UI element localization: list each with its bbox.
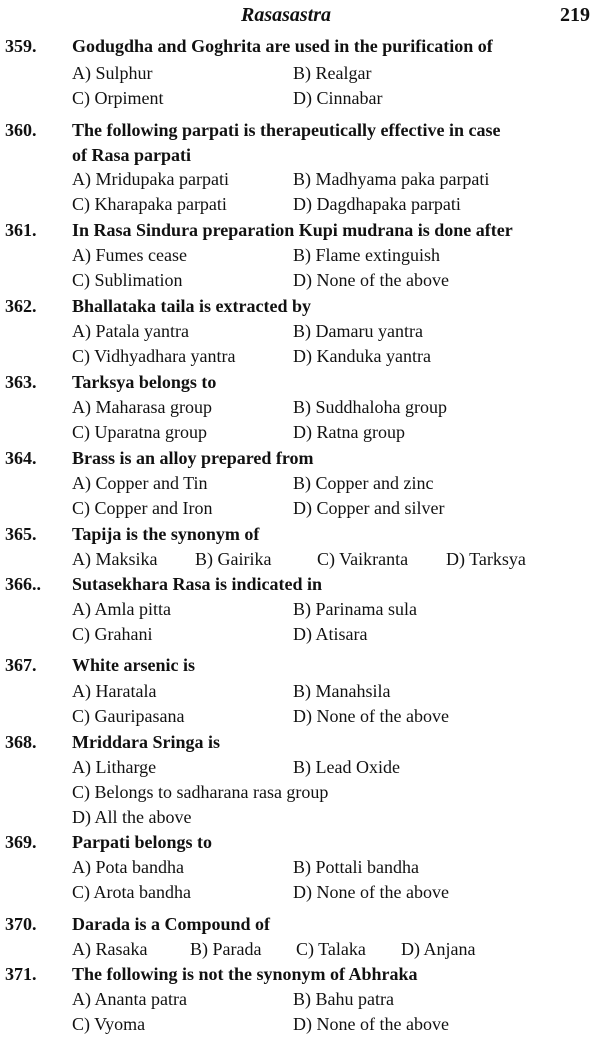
option-c: C) Copper and Iron <box>72 498 213 518</box>
question-number: 364. <box>5 448 37 468</box>
option-a: A) Rasaka <box>72 939 148 959</box>
option-b: B) Flame extinguish <box>293 245 440 265</box>
option-b: B) Madhyama paka parpati <box>293 169 490 189</box>
question-number: 370. <box>5 914 37 934</box>
option-b: B) Parinama sula <box>293 599 417 619</box>
option-d: D) None of the above <box>293 882 449 902</box>
option-a: A) Copper and Tin <box>72 473 208 493</box>
question-text: Bhallataka taila is extracted by <box>72 296 311 316</box>
option-c: C) Kharapaka parpati <box>72 194 227 214</box>
question-text: Parpati belongs to <box>72 832 213 852</box>
option-c: C) Vidhyadhara yantra <box>72 346 236 366</box>
option-a: A) Amla pitta <box>72 599 171 619</box>
option-b: B) Manahsila <box>293 681 391 701</box>
question-text: In Rasa Sindura preparation Kupi mudrana is done after <box>72 220 513 240</box>
option-b: B) Parada <box>190 939 262 959</box>
question-number: 365. <box>5 524 37 544</box>
option-d: D) Tarksya <box>446 549 526 569</box>
option-a: A) Maharasa group <box>72 397 212 417</box>
option-d: D) Dagdhapaka parpati <box>293 194 461 214</box>
question-text: Tapija is the synonym of <box>72 524 260 544</box>
page-number: 219 <box>560 4 590 26</box>
question-text: Tarksya belongs to <box>72 372 217 392</box>
option-c: C) Sublimation <box>72 270 183 290</box>
question-text: White arsenic is <box>72 655 195 675</box>
question-text: Godugdha and Goghrita are used in the purification of <box>72 36 493 56</box>
question-number: 363. <box>5 372 37 392</box>
question-text: Darada is a Compound of <box>72 914 271 934</box>
option-a: A) Litharge <box>72 757 157 777</box>
question-number: 367. <box>5 655 37 675</box>
option-d: D) All the above <box>72 807 192 827</box>
question-text: Brass is an alloy prepared from <box>72 448 314 468</box>
option-d: D) Ratna group <box>293 422 405 442</box>
question-text: Mriddara Sringa is <box>72 732 221 752</box>
option-d: D) None of the above <box>293 270 449 290</box>
option-c: C) Orpiment <box>72 88 164 108</box>
option-a: A) Sulphur <box>72 63 153 83</box>
option-a: A) Maksika <box>72 549 158 569</box>
option-c: C) Vaikranta <box>317 549 409 569</box>
option-c: C) Uparatna group <box>72 422 207 442</box>
question-number: 366.. <box>5 574 41 594</box>
option-c: C) Grahani <box>72 624 153 644</box>
option-a: A) Mridupaka parpati <box>72 169 229 189</box>
option-b: B) Lead Oxide <box>293 757 400 777</box>
option-b: B) Copper and zinc <box>293 473 434 493</box>
option-b: B) Realgar <box>293 63 372 83</box>
option-a: A) Pota bandha <box>72 857 184 877</box>
option-d: D) None of the above <box>293 706 449 726</box>
question-number: 359. <box>5 36 37 56</box>
question-text: The following parpati is therapeutically effective in case of Rasa parpati <box>72 120 501 165</box>
question-number: 368. <box>5 732 37 752</box>
option-d: D) Kanduka yantra <box>293 346 431 366</box>
option-c: C) Vyoma <box>72 1014 146 1034</box>
option-a: A) Ananta patra <box>72 989 187 1009</box>
option-b: B) Pottali bandha <box>293 857 419 877</box>
option-c: C) Arota bandha <box>72 882 191 902</box>
option-d: D) Anjana <box>401 939 476 959</box>
question-number: 371. <box>5 964 37 984</box>
question-number: 360. <box>5 120 37 140</box>
option-b: B) Gairika <box>195 549 272 569</box>
question-number: 362. <box>5 296 37 316</box>
option-a: A) Fumes cease <box>72 245 187 265</box>
option-b: B) Bahu patra <box>293 989 394 1009</box>
option-c: C) Belongs to sadharana rasa group <box>72 782 329 802</box>
option-c: C) Talaka <box>296 939 366 959</box>
option-d: D) Atisara <box>293 624 368 644</box>
option-d: D) None of the above <box>293 1014 449 1034</box>
option-d: D) Cinnabar <box>293 88 383 108</box>
question-text: Sutasekhara Rasa is indicated in <box>72 574 323 594</box>
question-text: The following is not the synonym of Abhraka <box>72 964 418 984</box>
question-number: 361. <box>5 220 37 240</box>
option-a: A) Patala yantra <box>72 321 189 341</box>
option-c: C) Gauripasana <box>72 706 185 726</box>
running-title: Rasasastra <box>241 4 332 26</box>
question-number: 369. <box>5 832 37 852</box>
option-a: A) Haratala <box>72 681 157 701</box>
option-b: B) Damaru yantra <box>293 321 423 341</box>
option-d: D) Copper and silver <box>293 498 445 518</box>
page-header <box>0 4 600 28</box>
option-b: B) Suddhaloha group <box>293 397 447 417</box>
